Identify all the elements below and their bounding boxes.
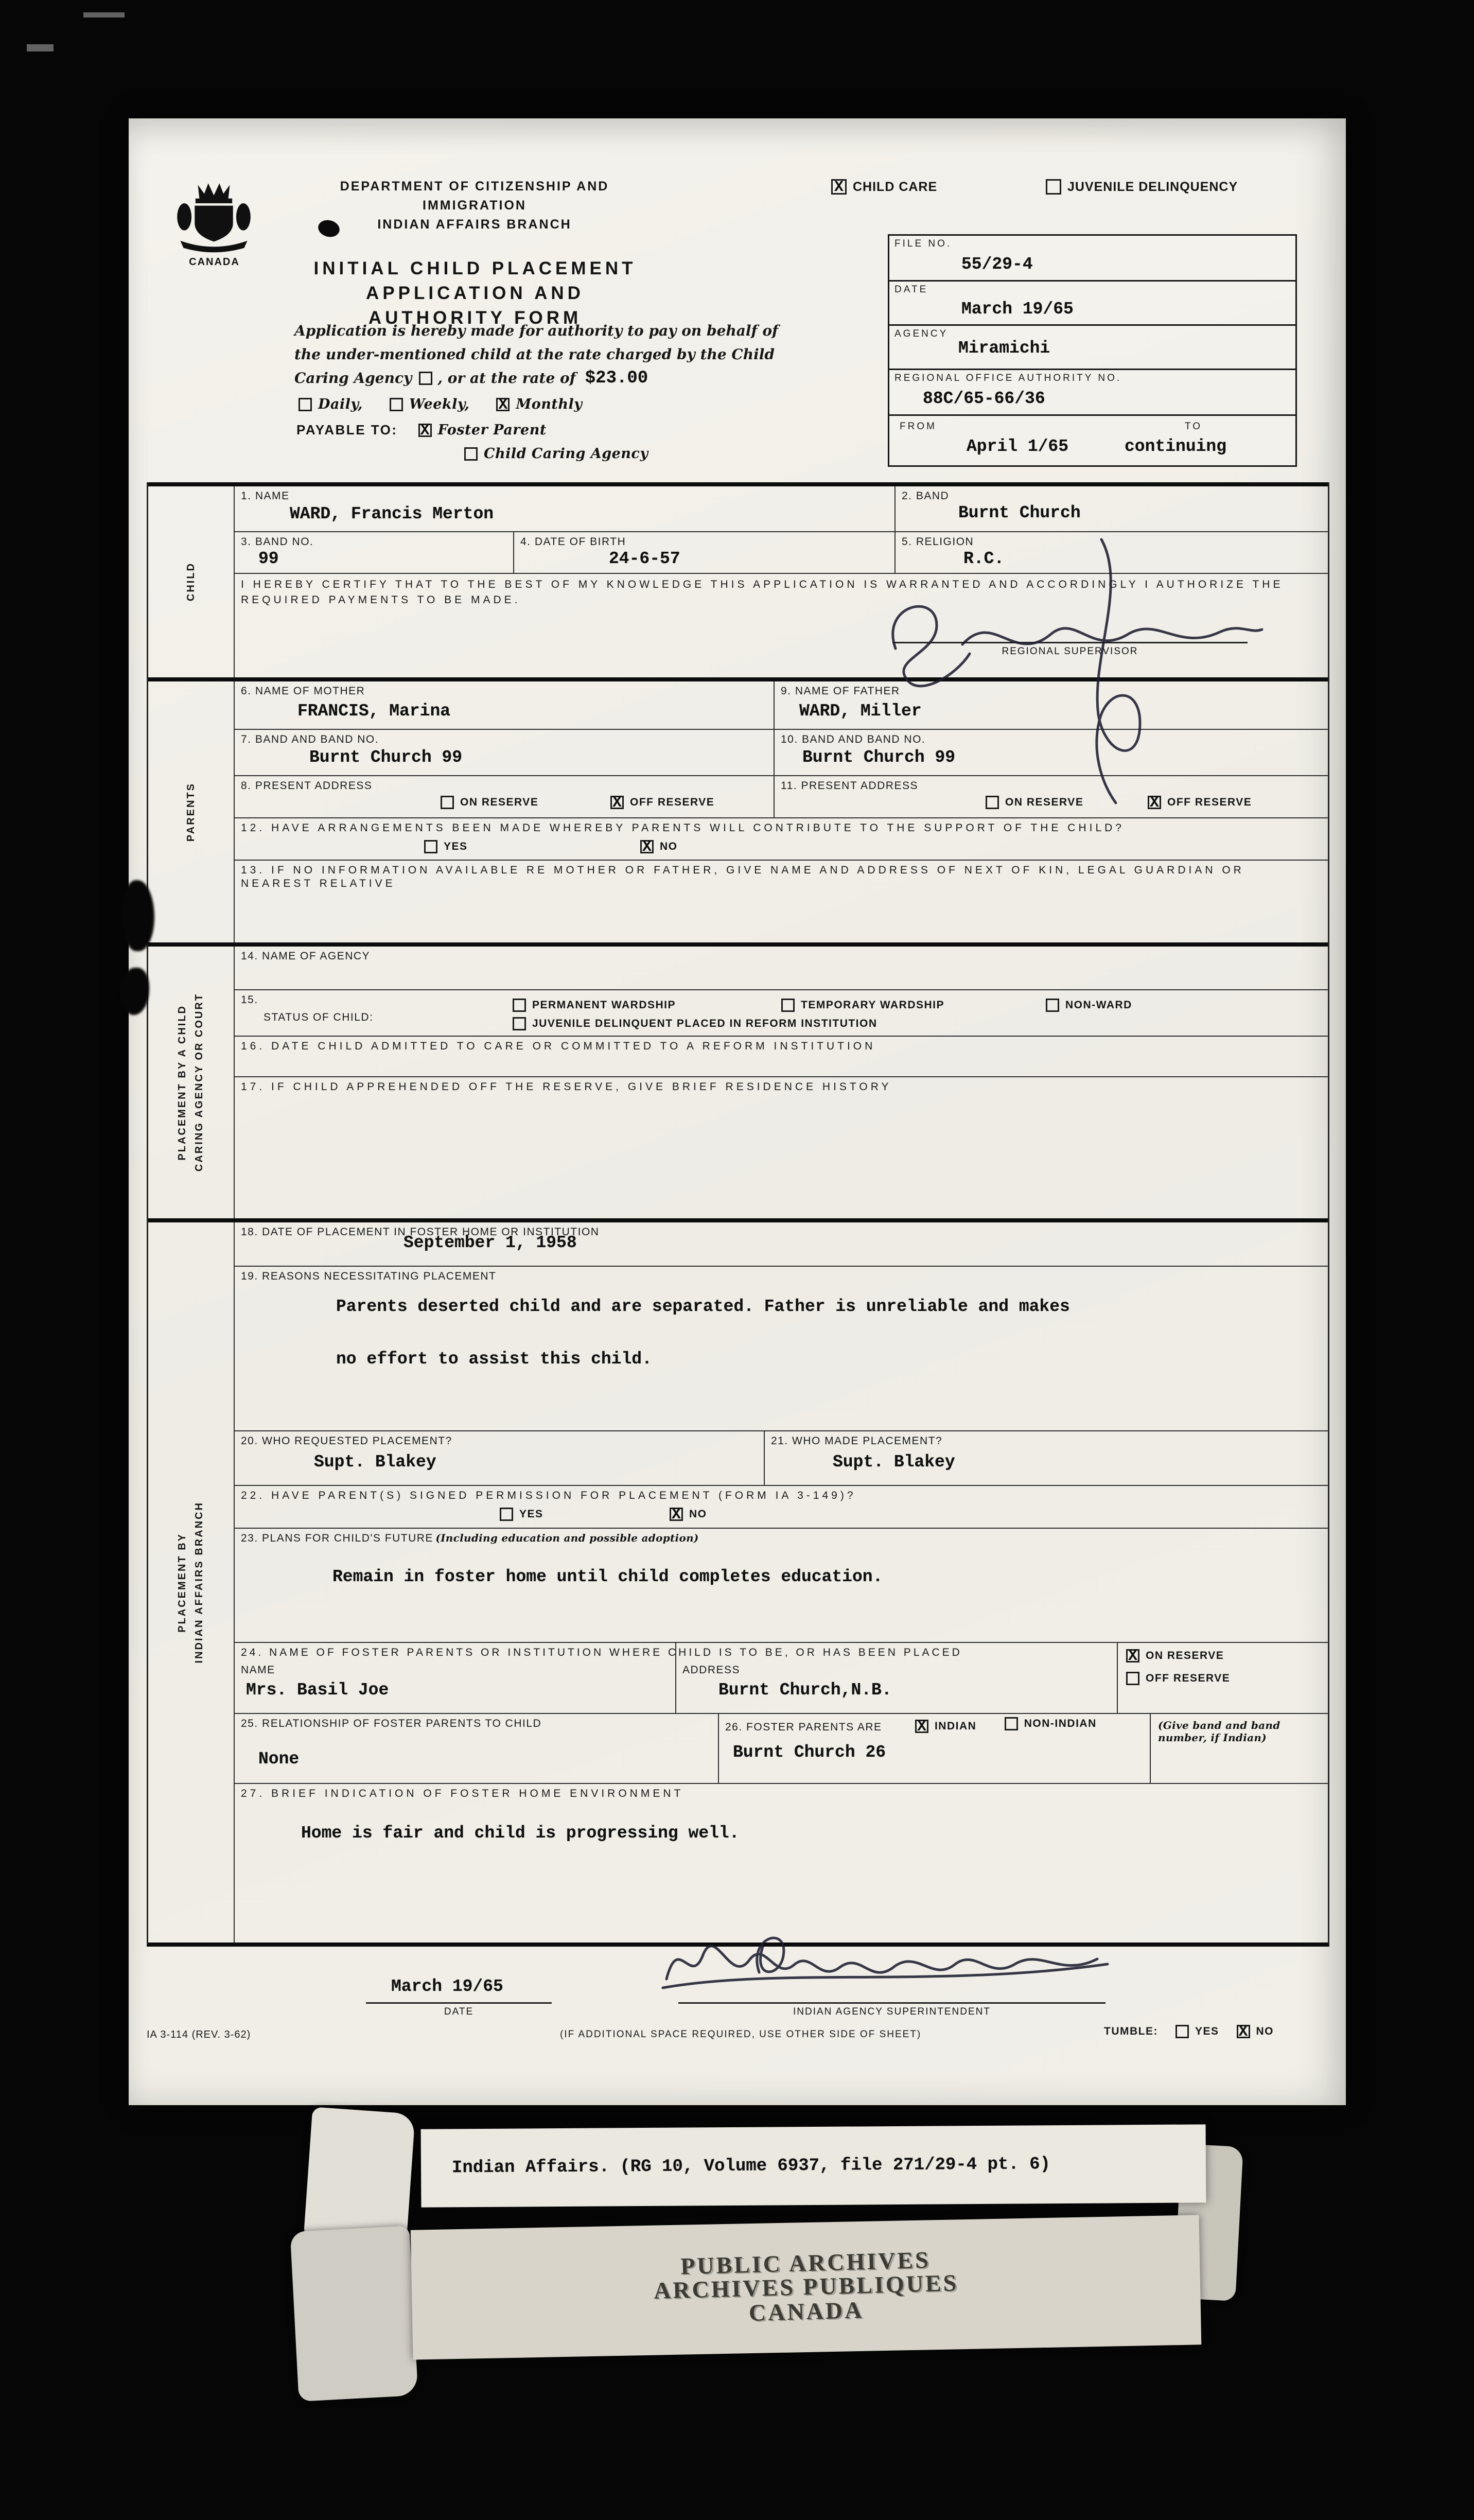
file-no-field: [889, 236, 1295, 282]
scan-speck: [83, 12, 125, 18]
q24-on-reserve-label: ON RESERVE: [1146, 1650, 1224, 1662]
child-caring-agency-checkbox: [464, 447, 478, 461]
q24-off-reserve-checkbox: [1126, 1672, 1139, 1685]
field-1-value: WARD, Francis Merton: [290, 504, 494, 523]
field-20-who-requested: [235, 1431, 765, 1485]
field-6-value: FRANCIS, Marina: [297, 702, 451, 721]
field-8-mother-address: [235, 776, 775, 817]
checkbox-q12-no: [640, 838, 678, 856]
stamp-line-1: PUBLIC ARCHIVES: [680, 2246, 931, 2280]
mother-on-reserve-checkbox: [441, 796, 454, 809]
field-14-agency-name: [235, 947, 1328, 989]
non-indian-label: NON-INDIAN: [1024, 1717, 1097, 1729]
field-24-label: 24. NAME OF FOSTER PARENTS OR INSTITUTION WHERE CHILD IS TO BE, OR HAS BEEN PLACED: [241, 1647, 962, 1659]
form-code: IA 3-114 (REV. 3-62): [147, 2029, 251, 2040]
checkbox-q24-off-reserve: [1126, 1672, 1230, 1685]
field-23-future-plans: [235, 1529, 1328, 1642]
child-care-checkbox: X: [831, 179, 847, 195]
field-18-label: 18. DATE OF PLACEMENT IN FOSTER HOME OR INSTITUTION: [241, 1226, 600, 1238]
department-line-1: DEPARTMENT OF CITIZENSHIP AND IMMIGRATION: [340, 179, 609, 213]
field-2-band: [896, 486, 1328, 531]
form-page: [129, 118, 1346, 2105]
father-off-reserve-checkbox: X: [1148, 796, 1161, 809]
field-27-value: Home is fair and child is progressing well.: [301, 1823, 740, 1843]
field-12-support-question: [235, 818, 1328, 860]
regional-supervisor-label: REGIONAL SUPERVISOR: [1002, 646, 1138, 657]
form-table: [147, 482, 1329, 1947]
checkbox-mother-off-reserve: [610, 794, 715, 812]
form-footer: [147, 1947, 1329, 2101]
tumble-no-label: NO: [1256, 2025, 1274, 2037]
field-4-date-of-birth: [514, 532, 896, 573]
q12-no-checkbox: X: [640, 840, 654, 853]
file-no-label: FILE NO.: [894, 238, 952, 249]
checkbox-q24-on-reserve: [1126, 1648, 1224, 1666]
indian-checkbox: X: [915, 1720, 928, 1733]
juvenile-delinquency-label: JUVENILE DELINQUENCY: [1067, 179, 1238, 194]
field-26-foster-parents-are: [719, 1714, 1328, 1783]
checkbox-q12-yes: [424, 840, 468, 853]
father-on-reserve-checkbox: [986, 796, 999, 809]
department-heading: [310, 177, 639, 234]
q22-yes-label: YES: [519, 1508, 543, 1520]
checkbox-non-indian: [1005, 1717, 1097, 1730]
application-statement-line-1: Application is hereby made for authority to pay on behalf of: [294, 322, 779, 339]
field-27-home-environment: [235, 1784, 1328, 1942]
checkbox-tumble-no: [1237, 2023, 1274, 2041]
checkbox-mother-on-reserve: [441, 796, 538, 809]
from-label: FROM: [900, 421, 937, 432]
field-24-reserve-status: [1118, 1643, 1328, 1712]
field-21-label: 21. WHO MADE PLACEMENT?: [771, 1434, 943, 1447]
payment-frequency-options: [299, 396, 582, 412]
field-6-mother: [235, 681, 775, 729]
field-15-number: 15.: [241, 993, 258, 1006]
regional-authority-label: REGIONAL OFFICE AUTHORITY NO.: [894, 373, 1122, 383]
juvenile-delinquent-reform-label: JUVENILE DELINQUENT PLACED IN REFORM INSTITUTION: [532, 1017, 878, 1029]
agency-field: [889, 326, 1295, 370]
field-23-label: 23. PLANS FOR CHILD'S FUTURE: [241, 1532, 433, 1544]
field-22-permission: [235, 1486, 1328, 1528]
field-26-note-line-1: (Give band and band: [1158, 1719, 1280, 1731]
agency-section-label-2: CARING AGENCY OR COURT: [194, 993, 205, 1172]
non-ward-checkbox: [1046, 999, 1059, 1012]
field-5-label: 5. RELIGION: [902, 536, 974, 548]
field-10-label: 10. BAND AND BAND NO.: [781, 733, 926, 745]
field-25-label: 25. RELATIONSHIP OF FOSTER PARENTS TO CHILD: [241, 1717, 542, 1729]
rate-value: $23.00: [585, 369, 648, 388]
iab-section-label-1: PLACEMENT BY: [177, 1532, 188, 1633]
father-off-reserve-label: OFF RESERVE: [1167, 796, 1252, 809]
superintendent-label: INDIAN AGENCY SUPERINTENDENT: [793, 2006, 991, 2017]
application-statement-line-2: the under-mentioned child at the rate charged by the Child: [294, 346, 775, 363]
iab-section-label-2: INDIAN AFFAIRS BRANCH: [194, 1501, 205, 1664]
scan-blot: [122, 880, 154, 951]
scan-blot: [121, 968, 149, 1015]
checkbox-foster-parent: [418, 422, 547, 438]
field-8-label: 8. PRESENT ADDRESS: [241, 780, 373, 792]
scan-speck: [27, 44, 54, 51]
temporary-wardship-label: TEMPORARY WARDSHIP: [801, 999, 945, 1011]
field-3-label: 3. BAND NO.: [241, 536, 314, 548]
field-26-label: 26. FOSTER PARENTS ARE: [725, 1721, 882, 1733]
archive-reference: Indian Affairs. (RG 10, Volume 6937, file 271/29-4 pt. 6): [451, 2155, 1051, 2178]
field-6-label: 6. NAME OF MOTHER: [241, 685, 365, 697]
permanent-wardship-checkbox: [513, 999, 526, 1012]
field-13-label: 13. IF NO INFORMATION AVAILABLE RE MOTHER OR FATHER, GIVE NAME AND ADDRESS OF NEXT OF KIN, LEGAL GUARDIAN OR NEAREST RELATIVE: [241, 864, 1244, 889]
field-19-value-line-2: no effort to assist this child.: [336, 1349, 652, 1369]
checkbox-q22-no: [670, 1506, 707, 1524]
application-statement: [294, 319, 778, 390]
footer-date-label: DATE: [444, 2006, 474, 2017]
field-4-value: 24-6-57: [609, 549, 680, 569]
caring-agency-text: Caring Agency: [294, 370, 412, 387]
field-1-name: [235, 486, 896, 531]
field-16-label: 16. DATE CHILD ADMITTED TO CARE OR COMMITTED TO A REFORM INSTITUTION: [241, 1040, 876, 1053]
monthly-checkbox: X: [496, 398, 510, 411]
mother-off-reserve-label: OFF RESERVE: [630, 796, 715, 809]
field-25-value: None: [258, 1749, 300, 1769]
field-23-value: Remain in foster home until child completes education.: [332, 1567, 883, 1586]
field-7-value: Burnt Church 99: [309, 747, 463, 767]
field-2-value: Burnt Church: [958, 503, 1081, 522]
checkbox-child-care: [831, 179, 937, 195]
field-10-father-band: [775, 730, 1328, 776]
period-field: [889, 416, 1295, 465]
field-9-value: WARD, Miller: [799, 702, 922, 721]
q22-yes-checkbox: [500, 1508, 513, 1521]
caring-agency-rate-checkbox: [419, 372, 432, 385]
section-parents-side: [148, 681, 235, 942]
checkbox-juvenile-delinquency: [1046, 179, 1238, 195]
field-21-value: Supt. Blakey: [833, 1452, 955, 1472]
application-statement-line-3: [294, 366, 778, 390]
field-20-label: 20. WHO REQUESTED PLACEMENT?: [241, 1434, 452, 1447]
foster-parent-label: Foster Parent: [437, 422, 547, 438]
section-parents: [148, 677, 1328, 942]
field-21-who-made: [765, 1431, 1328, 1485]
checkbox-non-ward: [1046, 999, 1132, 1012]
certification-text: I HEREBY CERTIFY THAT TO THE BEST OF MY KNOWLEDGE THIS APPLICATION IS WARRANTED AND ACCORDINGLY I AUTHORIZE THE REQUIRED PAYMENTS TO BE MADE.: [241, 579, 1284, 606]
child-section-label: CHILD: [185, 562, 197, 602]
section-child: [148, 482, 1328, 677]
regional-authority-field: [889, 370, 1295, 416]
section-agency-placement: [148, 942, 1328, 1218]
field-19-reasons: [235, 1267, 1328, 1430]
footer-date-value: March 19/65: [391, 1977, 503, 1996]
canada-coat-of-arms-icon: [174, 169, 254, 255]
field-24-name-label: NAME: [241, 1664, 275, 1676]
checkbox-daily: [299, 396, 363, 412]
field-17-residence-history: [235, 1077, 1328, 1218]
field-9-label: 9. NAME OF FATHER: [781, 685, 900, 697]
date-label: DATE: [894, 284, 928, 295]
field-25-relationship: [235, 1714, 719, 1783]
checkbox-weekly: [390, 396, 469, 412]
payable-to-row: [296, 422, 547, 438]
field-13-next-of-kin: [235, 861, 1328, 942]
department-line-2: INDIAN AFFAIRS BRANCH: [377, 217, 572, 232]
field-26-note: [1150, 1714, 1328, 1783]
supervisor-signature-line: [892, 642, 1248, 643]
weekly-checkbox: [390, 398, 403, 411]
checkbox-permanent-wardship: [513, 999, 676, 1012]
q24-on-reserve-checkbox: X: [1126, 1649, 1139, 1662]
field-15-status-of-child: [235, 990, 1328, 1036]
juvenile-delinquent-reform-checkbox: [513, 1017, 526, 1030]
field-27-label: 27. BRIEF INDICATION OF FOSTER HOME ENVIRONMENT: [241, 1787, 684, 1799]
indian-label: INDIAN: [934, 1720, 977, 1732]
checkbox-monthly: [496, 396, 582, 412]
certification-block: [235, 574, 1328, 677]
checkbox-q22-yes: [500, 1508, 543, 1521]
field-26-value: Burnt Church 26: [733, 1742, 886, 1762]
field-9-father: [775, 681, 1328, 729]
field-18-placement-date: [235, 1222, 1328, 1266]
agency-value: Miramichi: [958, 339, 1050, 358]
field-15-label: STATUS OF CHILD:: [264, 1011, 374, 1023]
checkbox-child-caring-agency: [464, 446, 648, 462]
field-5-religion: [896, 532, 1328, 573]
rate-text: , or at the rate of: [437, 370, 576, 387]
temporary-wardship-checkbox: [781, 999, 795, 1012]
q22-no-checkbox: X: [670, 1508, 683, 1521]
to-label: TO: [1185, 421, 1203, 432]
field-18-value: September 1, 1958: [403, 1233, 577, 1252]
field-24-name-value: Mrs. Basil Joe: [246, 1681, 389, 1700]
q12-yes-label: YES: [444, 840, 468, 852]
field-14-label: 14. NAME OF AGENCY: [241, 950, 371, 962]
to-value: continuing: [1125, 437, 1227, 456]
archive-reference-strip: [421, 2124, 1206, 2207]
non-indian-checkbox: [1005, 1717, 1018, 1730]
monthly-label: Monthly: [516, 396, 583, 412]
field-3-value: 99: [258, 549, 279, 569]
q12-yes-checkbox: [424, 840, 437, 853]
tumble-yes-label: YES: [1195, 2025, 1219, 2037]
field-3-band-no: [235, 532, 514, 573]
field-17-label: 17. IF CHILD APPREHENDED OFF THE RESERVE, GIVE BRIEF RESIDENCE HISTORY: [241, 1081, 892, 1093]
archive-stamp-strip: [411, 2215, 1202, 2359]
form-header: [129, 118, 1346, 482]
checkbox-tumble-yes: [1175, 2025, 1219, 2038]
field-26-main: [719, 1714, 1150, 1783]
form-title-line-2: AUTHORITY FORM: [368, 308, 582, 328]
checkbox-temporary-wardship: [781, 999, 944, 1012]
weekly-label: Weekly,: [409, 396, 470, 412]
child-care-label: CHILD CARE: [853, 179, 938, 194]
checkbox-father-off-reserve: [1148, 794, 1252, 812]
section-agency-side: [148, 947, 235, 1218]
stamp-line-2: ARCHIVES PUBLIQUES: [653, 2269, 959, 2304]
field-26-note-line-2: number, if Indian): [1158, 1731, 1267, 1744]
agency-label: AGENCY: [894, 328, 949, 339]
field-24-address-label: ADDRESS: [682, 1664, 741, 1676]
field-10-value: Burnt Church 99: [802, 747, 956, 767]
field-1-label: 1. NAME: [241, 490, 290, 502]
file-info-box: [888, 234, 1297, 467]
q24-off-reserve-label: OFF RESERVE: [1146, 1672, 1231, 1685]
from-value: April 1/65: [967, 437, 1069, 456]
checkbox-indian: [915, 1718, 977, 1736]
mother-off-reserve-checkbox: X: [610, 796, 624, 809]
tumble-label: TUMBLE:: [1104, 2025, 1158, 2037]
field-23-label-row: [241, 1532, 1322, 1545]
q12-no-label: NO: [660, 840, 678, 852]
regional-authority-value: 88C/65-66/36: [923, 389, 1045, 408]
juvenile-delinquency-checkbox: [1046, 179, 1061, 195]
non-ward-label: NON-WARD: [1065, 999, 1132, 1011]
footer-date-line: [366, 2002, 552, 2004]
section-iab-placement: [148, 1218, 1328, 1942]
father-on-reserve-label: ON RESERVE: [1005, 796, 1084, 809]
checkbox-father-on-reserve: [986, 796, 1083, 809]
parents-section-label: PARENTS: [185, 782, 197, 842]
daily-label: Daily,: [318, 396, 363, 412]
agency-section-label-1: PLACEMENT BY A CHILD: [177, 1004, 188, 1161]
superintendent-signature-line: [678, 2002, 1106, 2004]
payable-to-label: PAYABLE TO:: [296, 422, 398, 437]
form-title-line-1: INITIAL CHILD PLACEMENT APPLICATION AND: [313, 258, 637, 303]
child-caring-agency-label: Child Caring Agency: [484, 446, 648, 462]
file-no-value: 55/29-4: [961, 255, 1033, 274]
canada-label: CANADA: [189, 256, 240, 268]
field-12-label: 12. HAVE ARRANGEMENTS BEEN MADE WHEREBY PARENTS WILL CONTRIBUTE TO THE SUPPORT OF THE CHILD?: [241, 821, 1125, 834]
field-11-label: 11. PRESENT ADDRESS: [781, 780, 918, 792]
date-value: March 19/65: [961, 300, 1074, 319]
field-22-label: 22. HAVE PARENT(S) SIGNED PERMISSION FOR PLACEMENT (FORM IA 3-149)?: [241, 1490, 856, 1502]
field-7-label: 7. BAND AND BAND NO.: [241, 733, 379, 745]
field-24-address-value: Burnt Church,N.B.: [718, 1681, 892, 1700]
daily-checkbox: [299, 398, 312, 411]
field-11-father-address: [775, 776, 1328, 817]
field-16-date-admitted: [235, 1037, 1328, 1076]
tumble-row: [1104, 2023, 1274, 2041]
stamp-line-3: CANADA: [748, 2297, 865, 2326]
field-4-label: 4. DATE OF BIRTH: [520, 536, 626, 548]
permanent-wardship-label: PERMANENT WARDSHIP: [532, 999, 676, 1011]
field-19-value-line-1: Parents deserted child and are separated. Father is unreliable and makes: [336, 1297, 1070, 1316]
field-7-mother-band: [235, 730, 775, 776]
field-20-value: Supt. Blakey: [314, 1452, 436, 1472]
q22-no-label: NO: [689, 1508, 707, 1520]
field-5-value: R.C.: [963, 549, 1005, 569]
tumble-yes-checkbox: [1175, 2025, 1189, 2038]
field-23-note: (Including education and possible adoption): [435, 1531, 699, 1544]
tumble-no-checkbox: X: [1237, 2025, 1250, 2038]
field-19-label: 19. REASONS NECESSITATING PLACEMENT: [241, 1270, 497, 1282]
checkbox-juvenile-delinquent-reform: [513, 1017, 878, 1030]
field-2-label: 2. BAND: [902, 490, 950, 502]
section-iab-side: [148, 1222, 235, 1942]
torn-paper-piece: [290, 2226, 418, 2402]
date-field: [889, 282, 1295, 326]
footer-note: (IF ADDITIONAL SPACE REQUIRED, USE OTHER SIDE OF SHEET): [560, 2029, 922, 2040]
section-child-side: [148, 486, 235, 677]
foster-parent-checkbox: X: [418, 424, 432, 437]
mother-on-reserve-label: ON RESERVE: [460, 796, 539, 809]
